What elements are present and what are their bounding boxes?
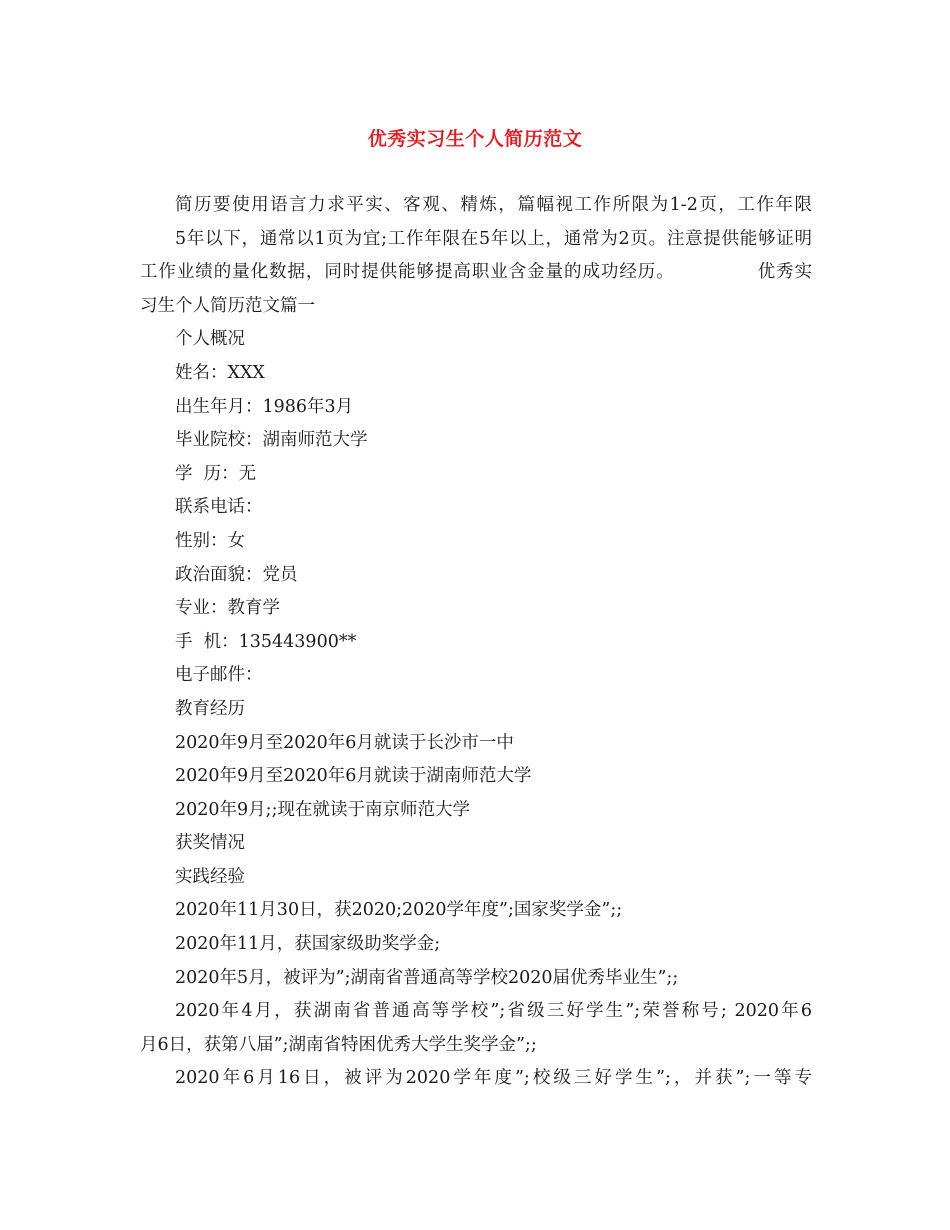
award-item-3: 2020年5月，被评为”;湖南省普通高等学校2020届优秀毕业生”;; <box>175 967 679 988</box>
award-item-2: 2020年11月，获国家级助奖学金; <box>175 934 441 955</box>
document-body <box>140 189 812 1096</box>
field-gender: 性别：女 <box>175 530 245 551</box>
heading-education: 教育经历 <box>175 698 245 719</box>
field-email: 电子邮件： <box>175 665 263 686</box>
field-education: 学 历：无 <box>175 463 257 484</box>
section-heading-end: 习生个人简历范文篇一 <box>140 295 315 316</box>
field-school: 毕业院校：湖南师范大学 <box>175 430 368 451</box>
intro-line-1: 简历要使用语言力求平实、客观、精炼，篇幅视工作所限为1-2页，工作年限 <box>175 195 812 215</box>
document-title: 优秀实习生个人简历范文 <box>367 128 583 150</box>
section-heading-start: 优秀实 <box>756 262 812 283</box>
award-item-4-line-2: 月6日，获第八届”;湖南省特困优秀大学生奖学金”;; <box>140 1034 537 1055</box>
field-name: 姓名：XXX <box>175 362 265 383</box>
heading-awards: 获奖情况 <box>175 833 245 854</box>
field-mobile: 手 机：135443900** <box>175 631 357 652</box>
award-item-4-line-1: 2020年4月，获湖南省普通高等学校”;省级三好学生”;荣誉称号; 2020年6 <box>175 1001 812 1022</box>
field-major: 专业：教育学 <box>175 598 280 619</box>
field-phone: 联系电话： <box>175 497 263 518</box>
heading-practice: 实践经验 <box>175 866 245 887</box>
education-item-2: 2020年9月至2020年6月就读于湖南师范大学 <box>175 766 532 787</box>
award-item-1: 2020年11月30日，获2020;2020学年度”;国家奖学金”;; <box>175 900 623 921</box>
intro-line-3 <box>140 256 812 290</box>
field-political-status: 政治面貌：党员 <box>175 564 298 585</box>
award-item-5-line-1: 2020年6月16日，被评为2020学年度”;校级三好学生”;，并获”;一等专 <box>175 1068 812 1089</box>
education-item-3: 2020年9月;;现在就读于南京师范大学 <box>175 799 470 820</box>
heading-personal-overview: 个人概况 <box>175 329 245 350</box>
field-birth-date: 出生年月：1986年3月 <box>175 396 354 417</box>
intro-line-3-text: 工作业绩的量化数据，同时提供能够提高职业含金量的成功经历。 <box>140 262 675 283</box>
education-item-1: 2020年9月至2020年6月就读于长沙市一中 <box>175 732 514 753</box>
intro-line-2: 5年以下，通常以1页为宜;工作年限在5年以上，通常为2页。注意提供能够证明 <box>175 228 812 249</box>
